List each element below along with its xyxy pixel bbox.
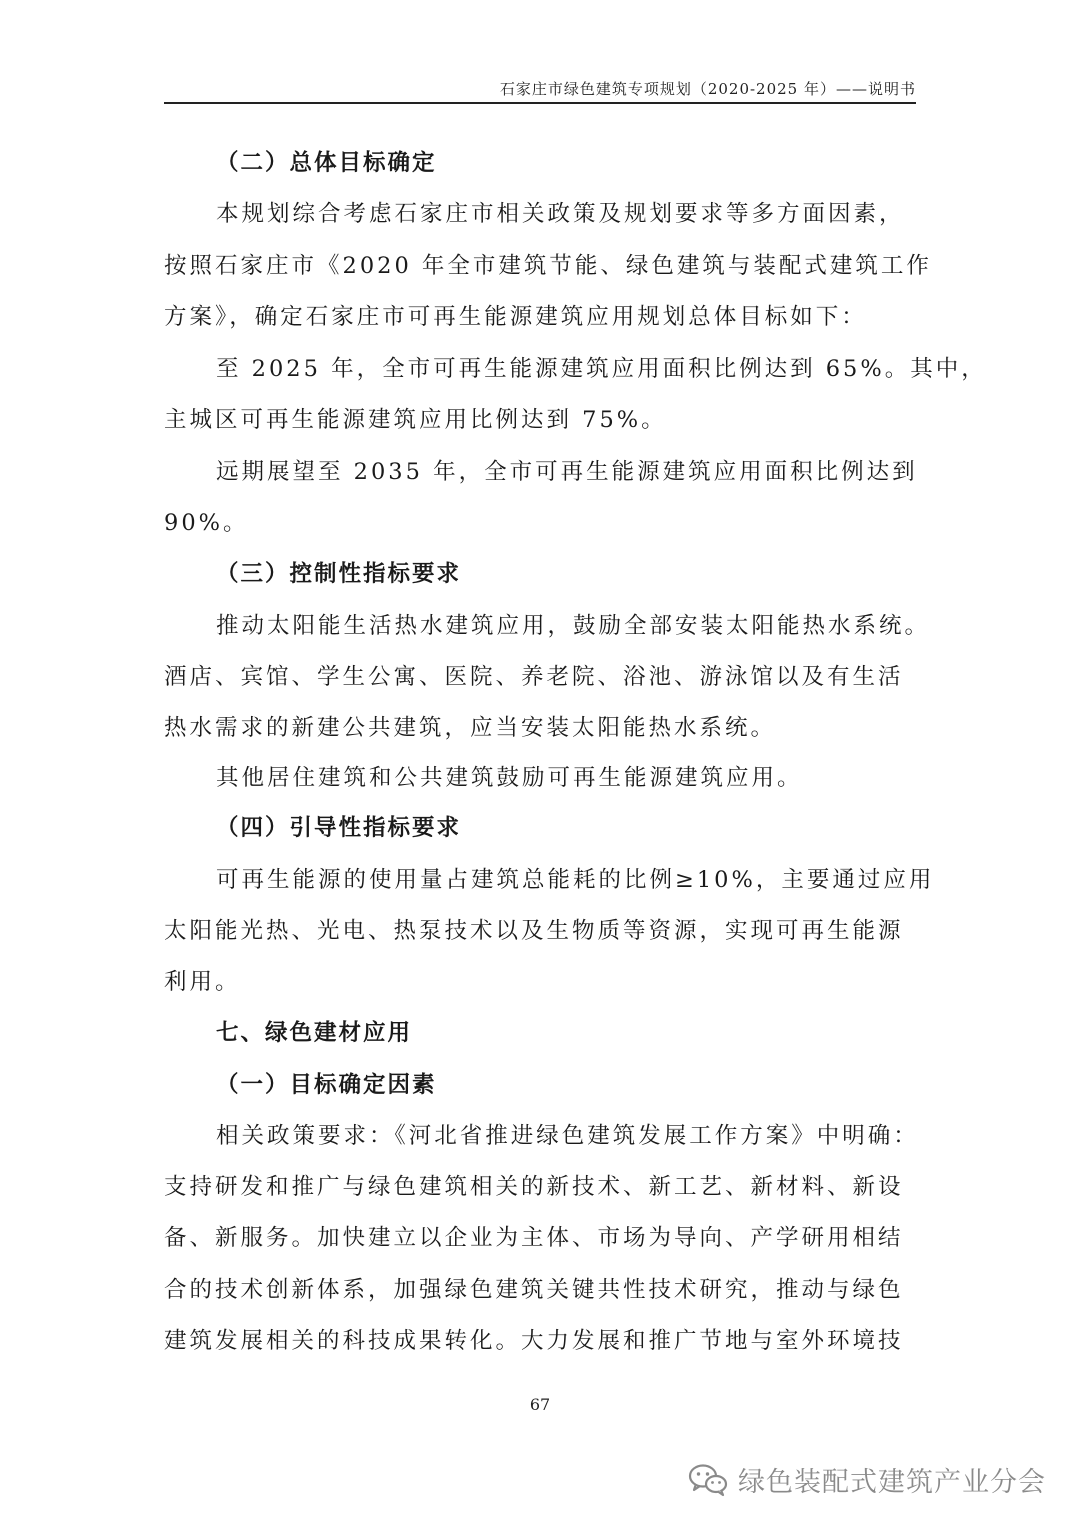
paragraph-line: 相关政策要求：《河北省推进绿色建筑发展工作方案》中明确：	[216, 1123, 919, 1149]
paragraph-line: 可再生能源的使用量占建筑总能耗的比例≥10%，主要通过应用	[216, 867, 935, 893]
paragraph-line: 合的技术创新体系，加强绿色建筑关键共性技术研究，推动与绿色	[164, 1277, 904, 1303]
paragraph-line: 太阳能光热、光电、热泵技术以及生物质等资源，实现可再生能源	[164, 918, 904, 944]
watermark	[688, 1460, 1046, 1499]
page-number: 67	[529, 1395, 551, 1414]
paragraph-line: 备、新服务。加快建立以企业为主体、市场为导向、产学研用相结	[164, 1225, 904, 1251]
paragraph-line: 支持研发和推广与绿色建筑相关的新技术、新工艺、新材料、新设	[164, 1174, 904, 1200]
paragraph-line: 主城区可再生能源建筑应用比例达到 75%。	[164, 407, 667, 433]
paragraph-line: 本规划综合考虑石家庄市相关政策及规划要求等多方面因素，	[216, 201, 905, 227]
section-heading: （一）目标确定因素	[216, 1072, 437, 1098]
paragraph-line: 按照石家庄市《2020 年全市建筑节能、绿色建筑与装配式建筑工作	[164, 253, 932, 279]
chapter-heading: 七、绿色建材应用	[216, 1020, 413, 1046]
paragraph-line: 方案》，确定石家庄市可再生能源建筑应用规划总体目标如下：	[164, 304, 867, 330]
section-heading: （三）控制性指标要求	[216, 561, 462, 587]
section-heading: （二）总体目标确定	[216, 150, 437, 176]
wechat-icon	[688, 1463, 728, 1497]
paragraph-line: 其他居住建筑和公共建筑鼓励可再生能源建筑应用。	[216, 765, 803, 791]
paragraph-line: 利用。	[164, 969, 241, 995]
header-rule	[164, 102, 916, 104]
paragraph-line: 热水需求的新建公共建筑，应当安装太阳能热水系统。	[164, 715, 777, 741]
watermark-text: 绿色装配式建筑产业分会	[738, 1467, 1046, 1498]
paragraph-line: 远期展望至 2035 年，全市可再生能源建筑应用面积比例达到	[216, 459, 918, 485]
paragraph-line: 至 2025 年，全市可再生能源建筑应用面积比例达到 65%。其中，	[216, 356, 987, 382]
paragraph-line: 酒店、宾馆、学生公寓、医院、养老院、浴池、游泳馆以及有生活	[164, 664, 904, 690]
paragraph-line: 建筑发展相关的科技成果转化。大力发展和推广节地与室外环境技	[164, 1328, 904, 1354]
section-heading: （四）引导性指标要求	[216, 815, 462, 841]
paragraph-line: 推动太阳能生活热水建筑应用，鼓励全部安装太阳能热水系统。	[216, 613, 931, 639]
paragraph-line: 90%。	[164, 510, 249, 536]
running-header: 石家庄市绿色建筑专项规划（2020-2025 年）——说明书	[499, 80, 916, 98]
